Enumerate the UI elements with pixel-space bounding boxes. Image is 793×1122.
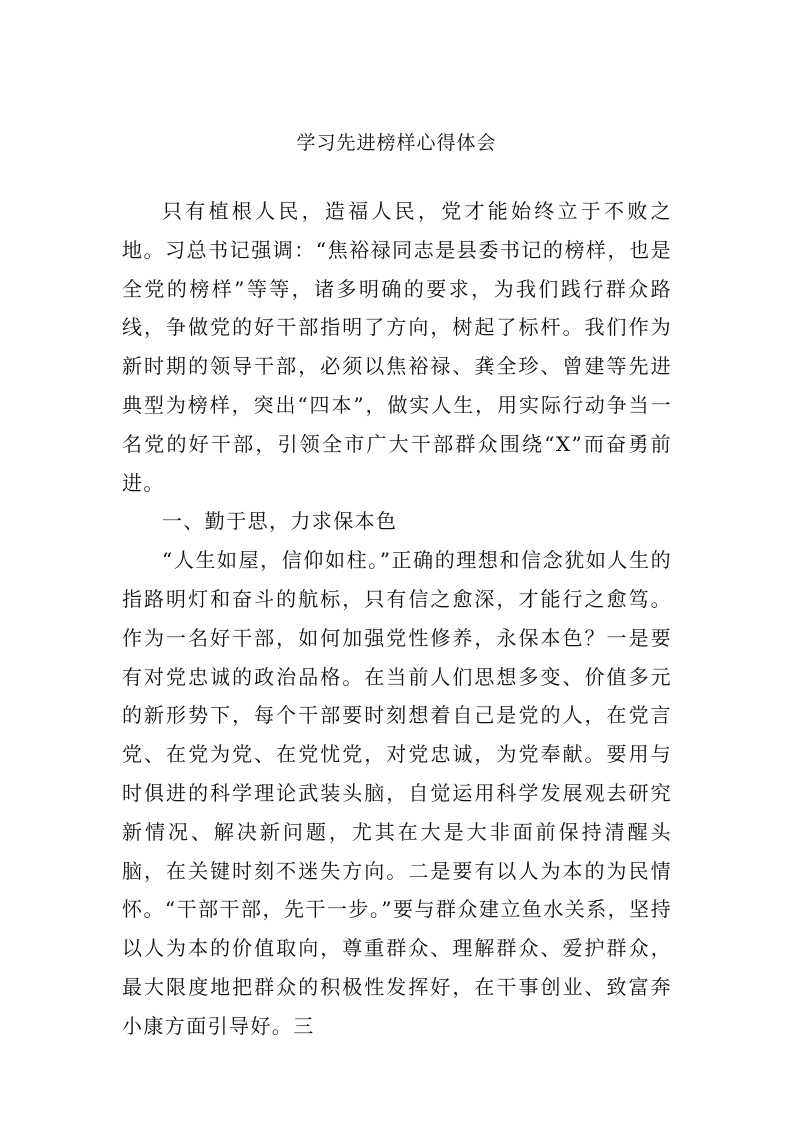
intro-paragraph: 只有植根人民，造福人民，党才能始终立于不败之地。习总书记强调：“焦裕禄同志是县委书记的榜样，也是全党的榜样”等等，诸多明确的要求，为我们践行群众路线，争做党的好干部指明了方向，树起了标杆。我们作为新时期的领导干部，必须以焦裕禄、龚全珍、曾建等先进典型为榜样，突出“四本”，做实人生，用实际行动争当一名党的好干部，引领全市广大干部群众围绕“X”而奋勇前进。 [122,199,672,495]
section-heading: 一、勤于思，力求保本色 [162,509,398,534]
document-title: 学习先进榜样心得体会 [296,132,497,154]
document-body [122,192,672,1046]
section-paragraph: “人生如屋，信仰如柱。”正确的理想和信念犹如人生的指路明灯和奋斗的航标，只有信之愈深，才能行之愈笃。作为一名好干部，如何加强党性修养，永保本色？一是要有对党忠诚的政治品格。在当前人们思想多变、价值多元的新形势下，每个干部要时刻想着自己是党的人，在党言党、在党为党、在党忧党，对党忠诚，为党奉献。要用与时俱进的科学理论武装头脑，自觉运用科学发展观去研究新情况、解决新问题，尤其在大是大非面前保持清醒头脑，在关键时刻不迷失方向。二是要有以人为本的为民情怀。“干部干部，先干一步。”要与群众建立鱼水关系，坚持以人为本的价值取向，尊重群众、理解群众、爱护群众，最大限度地把群众的积极性发挥好，在干事创业、致富奔小康方面引导好。三 [122,548,672,1038]
